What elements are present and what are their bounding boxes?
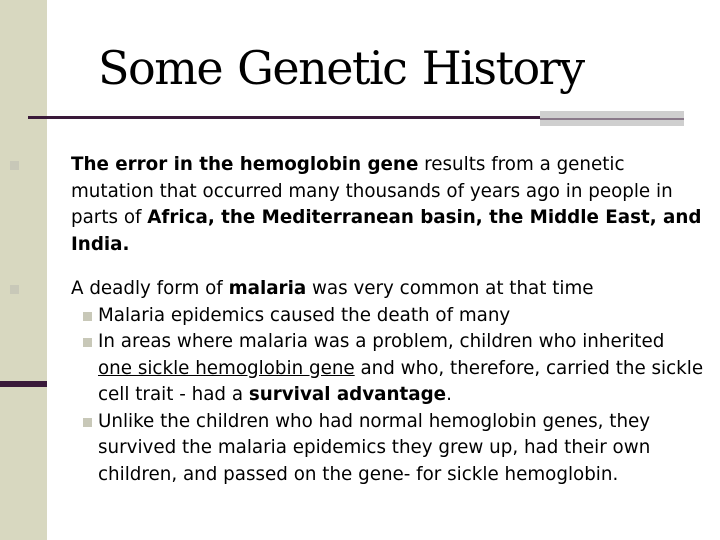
sub-bullet-text-bold: survival advantage bbox=[248, 384, 447, 405]
bullet-malaria bbox=[24, 276, 704, 303]
square-bullet-icon bbox=[83, 312, 92, 321]
square-bullet-icon bbox=[10, 161, 19, 170]
bullet-text-bold-malaria: malaria bbox=[228, 278, 307, 299]
sub-bullet-text: and who, therefore, carried the sickle cell trait - had a bbox=[98, 357, 704, 405]
bullet-text-bold: The error in the hemoglobin gene bbox=[71, 154, 419, 175]
bullet-text: results from a genetic mutation that occurred many thousands of years ago in people in parts of bbox=[71, 154, 673, 228]
sub-bullet-text: . bbox=[446, 384, 452, 405]
square-bullet-icon bbox=[10, 285, 19, 294]
bullet-hemoglobin-error bbox=[24, 152, 704, 258]
sub-bullet-epidemics bbox=[24, 303, 704, 330]
bullet-text: was very common at that time bbox=[306, 278, 594, 299]
slide-title: Some Genetic History bbox=[98, 41, 584, 95]
sub-bullet-text: Unlike the children who had normal hemoglobin genes, they survived the malaria epidemics they grew up, had their own children, and passed on the gene- for sickle hemoglobin. bbox=[98, 410, 651, 485]
bullet-text: A deadly form of bbox=[71, 278, 229, 299]
sub-bullet-survival-advantage bbox=[24, 329, 704, 409]
sub-bullet-text-underlined: one sickle hemoglobin gene bbox=[98, 357, 355, 379]
bullet-text-bold-regions: Africa, the Mediterranean basin, the Middle East, and India. bbox=[71, 207, 702, 255]
sub-bullet-normal-genes bbox=[24, 409, 704, 489]
sub-bullet-text: In areas where malaria was a problem, children who inherited bbox=[98, 331, 665, 352]
title-divider bbox=[28, 116, 540, 119]
slide-body bbox=[24, 152, 704, 488]
square-bullet-icon bbox=[83, 418, 92, 427]
sub-bullet-text: Malaria epidemics caused the death of many bbox=[98, 304, 511, 326]
title-divider-accent-line bbox=[540, 118, 684, 120]
square-bullet-icon bbox=[83, 338, 92, 347]
